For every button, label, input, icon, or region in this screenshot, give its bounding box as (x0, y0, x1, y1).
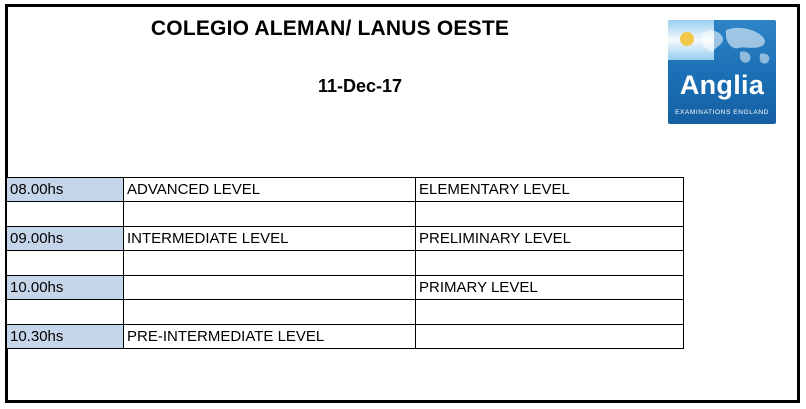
time-cell: 09.00hs (7, 227, 124, 251)
sun-icon (680, 32, 694, 46)
empty-cell (416, 202, 684, 227)
time-cell: 10.30hs (7, 325, 124, 349)
level-cell: PRELIMINARY LEVEL (416, 227, 684, 251)
table-row (7, 227, 684, 251)
level-cell: INTERMEDIATE LEVEL (124, 227, 416, 251)
table-row (7, 178, 684, 202)
empty-cell (124, 202, 416, 227)
world-map-icon (696, 24, 774, 68)
table-row (7, 325, 684, 349)
empty-cell (7, 251, 124, 276)
empty-cell (416, 251, 684, 276)
empty-cell (416, 300, 684, 325)
table-row (7, 202, 684, 227)
empty-cell (7, 202, 124, 227)
empty-cell (124, 300, 416, 325)
page-title: COLEGIO ALEMAN/ LANUS OESTE (150, 17, 510, 40)
empty-cell (7, 300, 124, 325)
exam-date: 11-Dec-17 (317, 76, 403, 96)
table-row (7, 276, 684, 300)
level-cell: PRIMARY LEVEL (416, 276, 684, 300)
time-cell: 08.00hs (7, 178, 124, 202)
logo-tagline: EXAMINATIONS ENGLAND (675, 109, 769, 116)
level-cell: ADVANCED LEVEL (124, 178, 416, 202)
table-row (7, 300, 684, 325)
time-cell: 10.00hs (7, 276, 124, 300)
level-cell: PRE-INTERMEDIATE LEVEL (124, 325, 416, 349)
logo-brand-text: Anglia (679, 70, 765, 100)
exam-schedule-table (6, 177, 684, 349)
empty-cell (124, 251, 416, 276)
table-row (7, 251, 684, 276)
level-cell: ELEMENTARY LEVEL (416, 178, 684, 202)
level-cell (416, 325, 684, 349)
anglia-logo (668, 20, 776, 124)
level-cell (124, 276, 416, 300)
